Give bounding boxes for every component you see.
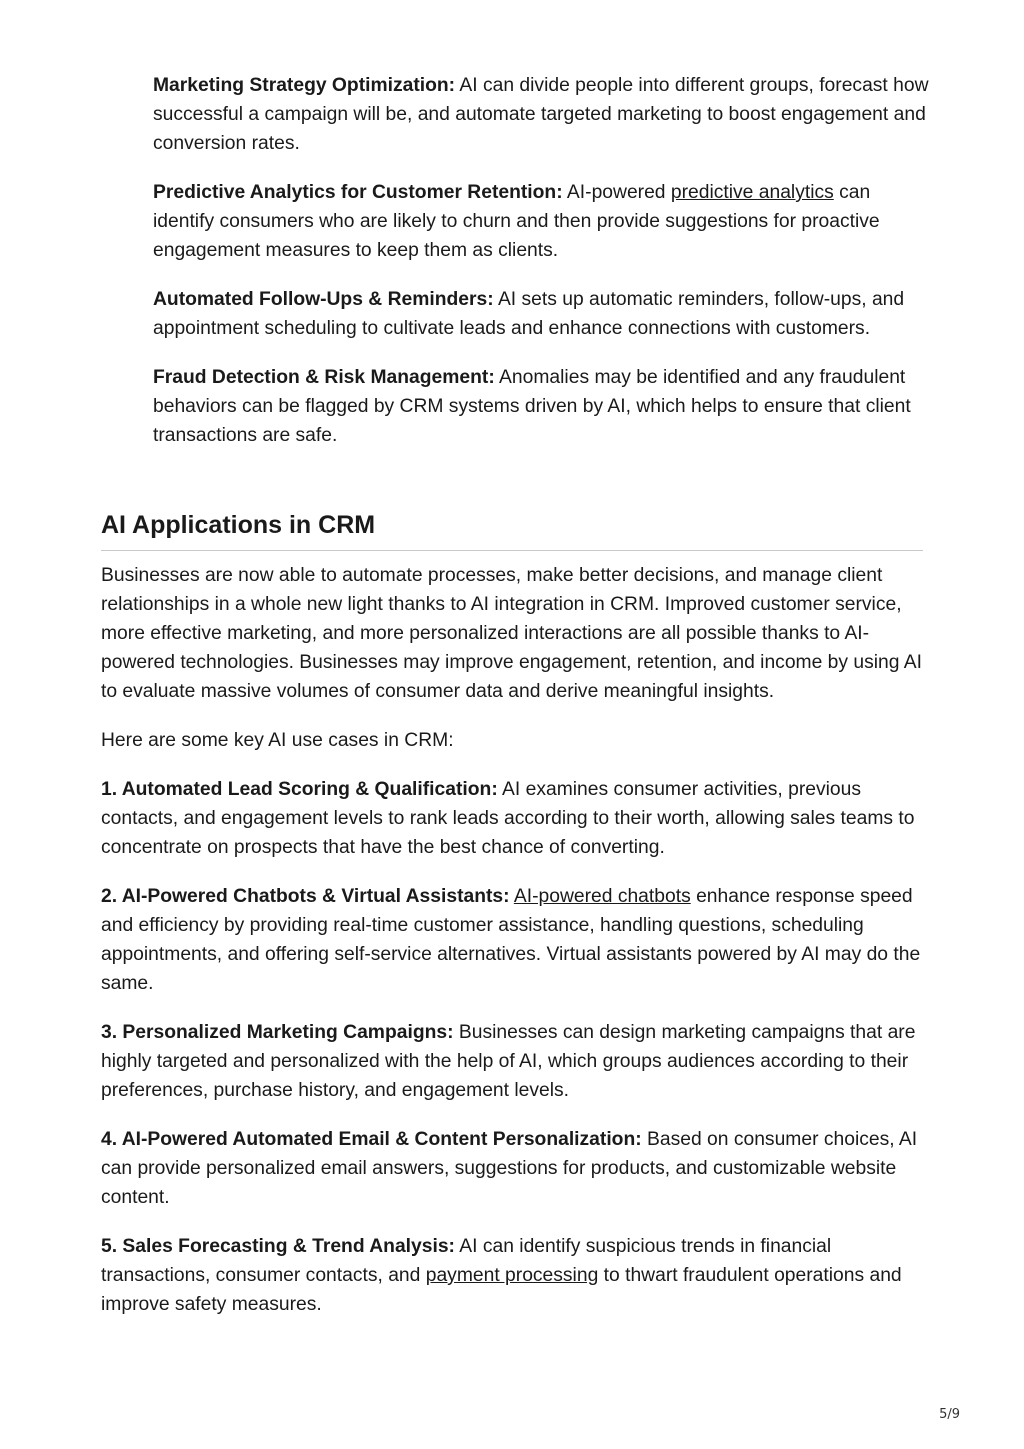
section-heading: AI Applications in CRM — [101, 508, 923, 551]
list-item — [101, 882, 923, 998]
predictive-analytics-link[interactable]: predictive analytics — [670, 182, 834, 203]
item-text: AI can identify suspicious trends in financial transactions, consumer contacts, and — [101, 1236, 832, 1286]
ai-applications-section — [101, 508, 923, 1339]
item-text: AI-powered — [562, 182, 671, 203]
item-text: Based on consumer choices, AI can provide personalized email answers, suggestions for products, and customizable website content. — [101, 1129, 918, 1208]
list-item — [101, 1018, 923, 1105]
item-text: enhance response speed and efficiency by providing real-time customer assistance, handling questions, scheduling appointments, and offering self-service alternatives. Virtual assistants powered by AI may do the same. — [101, 886, 921, 994]
item-title: 4. AI-Powered Automated Email & Content Personalization: — [101, 1129, 642, 1150]
list-item — [153, 363, 933, 450]
item-title: Marketing Strategy Optimization: — [153, 75, 456, 96]
list-item — [101, 1232, 923, 1319]
list-item — [153, 285, 933, 343]
item-title: Fraud Detection & Risk Management: — [153, 367, 495, 388]
list-item — [101, 1125, 923, 1212]
lead-paragraph: Here are some key AI use cases in CRM: — [101, 730, 454, 751]
item-text: Anomalies may be identified and any fraudulent behaviors can be flagged by CRM systems driven by AI, which helps to ensure that client transactions are safe. — [153, 367, 911, 446]
item-text: Businesses can design marketing campaigns that are highly targeted and personalized with the help of AI, which groups audiences according to their preferences, purchase history, and engagement levels. — [101, 1022, 916, 1101]
intro-paragraph: Businesses are now able to automate processes, make better decisions, and manage client relationships in a whole new light thanks to AI integration in CRM. Improved customer service, more effective marketing, and more personalized interactions are all possible thanks to AI-powered technologies. Businesses may improve engagement, retention, and income by using AI to evaluate massive volumes of consumer data and derive meaningful insights. — [101, 565, 923, 702]
item-text: to thwart fraudulent operations and improve safety measures. — [101, 1265, 902, 1315]
ai-powered-chatbots-link[interactable]: AI-powered chatbots — [513, 886, 691, 907]
item-text: AI sets up automatic reminders, follow-ups, and appointment scheduling to cultivate leads and enhance connections with customers. — [153, 289, 905, 339]
item-title: 2. AI-Powered Chatbots & Virtual Assistants: — [101, 886, 510, 907]
item-title: Predictive Analytics for Customer Retention: — [153, 182, 563, 203]
list-item — [153, 71, 933, 158]
item-title: 1. Automated Lead Scoring & Qualification: — [101, 779, 498, 800]
payment-processing-link[interactable]: payment processing — [425, 1265, 599, 1286]
list-item — [153, 178, 933, 265]
section-body — [101, 561, 923, 1319]
item-title: 3. Personalized Marketing Campaigns: — [101, 1022, 454, 1043]
item-title: 5. Sales Forecasting & Trend Analysis: — [101, 1236, 455, 1257]
list-item — [101, 775, 923, 862]
item-text: can identify consumers who are likely to churn and then provide suggestions for proactive engagement measures to keep them as clients. — [153, 182, 880, 261]
item-text: AI examines consumer activities, previous contacts, and engagement levels to rank leads according to their worth, allowing sales teams to concentrate on prospects that have the best chance of converting. — [101, 779, 915, 858]
indented-list — [153, 71, 933, 470]
item-title: Automated Follow-Ups & Reminders: — [153, 289, 494, 310]
page-number: 5/9 — [939, 1407, 960, 1422]
item-text: AI can divide people into different groups, forecast how successful a campaign will be, and automate targeted marketing to boost engagement and conversion rates. — [153, 75, 929, 154]
